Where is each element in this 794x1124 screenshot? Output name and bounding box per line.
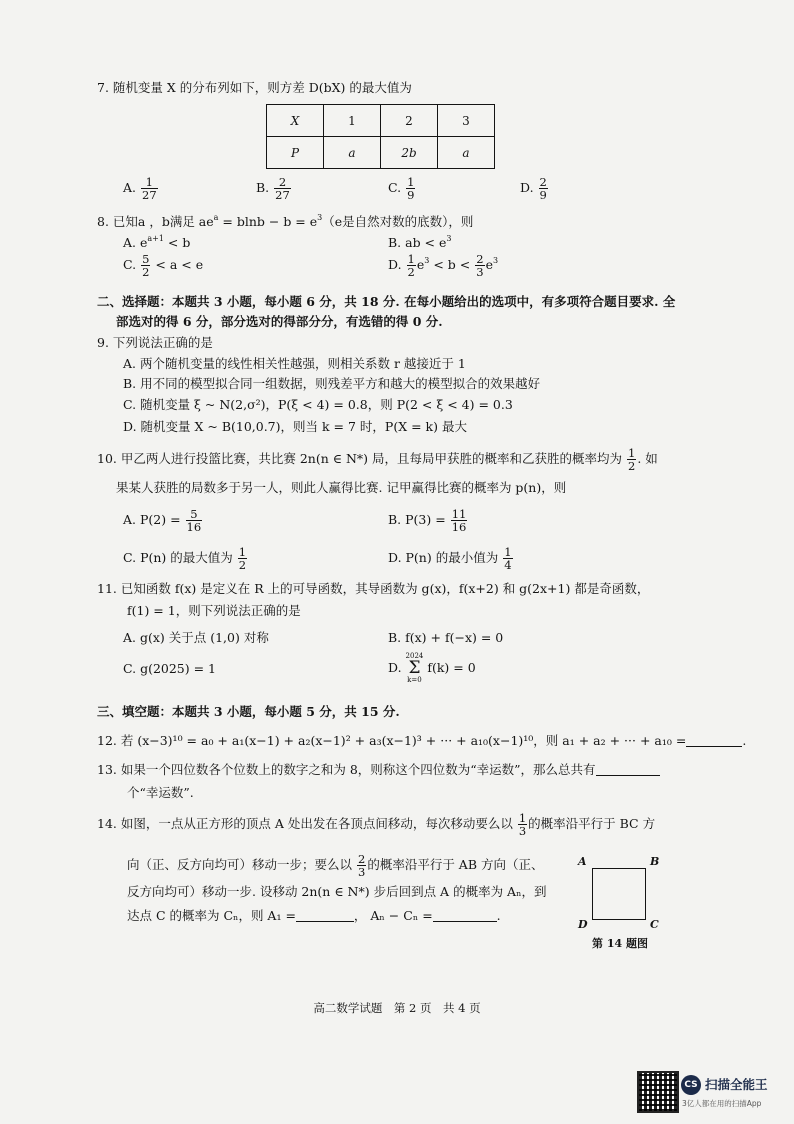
table-cell: P bbox=[267, 137, 324, 169]
q7-stem: 7. 随机变量 X 的分布列如下，则方差 D(bX) 的最大值为 bbox=[97, 80, 412, 95]
table-cell: 2b bbox=[381, 137, 438, 169]
fraction: $\frac{1}{4}$ bbox=[504, 545, 512, 572]
q9-option-a: A. 两个随机变量的线性相关性越强，则相关系数 r 越接近于 1 bbox=[123, 356, 466, 371]
q8-option-a: A. $e^{a+1} < b$ bbox=[123, 234, 191, 250]
q11-option-c: C. g(2025) = 1 bbox=[123, 661, 217, 676]
q8-stem: 8. 已知a ，b满足 $ae^a = blnb - b = e^3(e$是自然对数的底数），则 bbox=[97, 213, 474, 229]
q7-option-b bbox=[256, 176, 292, 201]
table-cell: a bbox=[324, 137, 381, 169]
q9-option-c: C. 随机变量 ξ ~ N(2,σ²)，P(ξ < 4) = 0.8，则 P(2 < ξ < 4) = 0.3 bbox=[123, 397, 513, 412]
q9-option-b: B. 用不同的模型拟合同一组数据，则残差平方和越大的模型拟合的效果越好 bbox=[123, 376, 541, 391]
fraction: $\frac{2}{27}$ bbox=[275, 175, 290, 202]
q11-option-b: B. f(x) + f(−x) = 0 bbox=[388, 630, 504, 645]
q13-text-cont: 个“幸运数”. bbox=[127, 785, 194, 800]
q9-stem: 9. 下列说法正确的是 bbox=[97, 335, 213, 350]
q10-option-d: D. P(n) 的最小值为 $\frac{1}{4}$ bbox=[388, 545, 512, 572]
table-cell: 3 bbox=[438, 105, 495, 137]
q10-option-c: C. P(n) 的最大值为 $\frac{1}{2}$ bbox=[123, 545, 247, 572]
option-label: C. bbox=[388, 180, 402, 195]
fraction: $\frac{1}{2}$ bbox=[407, 252, 415, 279]
vertex-label-b: B bbox=[650, 855, 660, 868]
q8-option-c: C. $\frac{5}{2}$ < a < e bbox=[123, 252, 204, 279]
camscanner-name: 扫描全能王 bbox=[705, 1077, 768, 1092]
q14-line2: 向（正、反方向均可）移动一步；要么以 $\frac{2}{3}$ 的概率沿平行于 AB 方向（正、 bbox=[127, 852, 544, 879]
q11-option-a: A. g(x) 关于点 (1,0) 对称 bbox=[123, 630, 269, 645]
fraction: $\frac{2}{3}$ bbox=[476, 252, 484, 279]
option-label: D. bbox=[520, 180, 534, 195]
answer-blank[interactable] bbox=[596, 763, 660, 776]
square-figure bbox=[592, 868, 646, 920]
vertex-label-c: C bbox=[650, 918, 659, 931]
fraction: $\frac{5}{2}$ bbox=[142, 252, 150, 279]
section2-heading-cont: 部选对的得 6 分，部分选对的得部分分，有选错的得 0 分. bbox=[116, 314, 443, 329]
q14-line4: 达点 C 的概率为 Cₙ，则 A₁ = ， Aₙ − Cₙ = . bbox=[127, 908, 501, 923]
fraction: $\frac{1}{2}$ bbox=[238, 545, 247, 572]
camscanner-logo: CS bbox=[681, 1075, 701, 1095]
fraction: $\frac{5}{16}$ bbox=[186, 507, 202, 534]
option-label: A. bbox=[123, 180, 137, 195]
page-footer: 高二数学试题 第 2 页 共 4 页 bbox=[313, 1001, 481, 1015]
q10-stem: 10. 甲乙两人进行投篮比赛，共比赛 2n(n ∈ N*) 局，且每局甲获胜的概率和乙获胜的概率均为 $\frac{1}{2}$ . 如 bbox=[97, 446, 658, 473]
vertex-label-d: D bbox=[578, 918, 588, 931]
section2-heading: 二、选择题：本题共 3 小题，每小题 6 分，共 18 分. 在每小题给出的选项中，有多项符合题目要求. 全 bbox=[97, 294, 676, 309]
option-label: B. bbox=[256, 180, 270, 195]
fraction: $\frac{2}{9}$ bbox=[539, 175, 547, 202]
section3-heading: 三、填空题：本题共 3 小题，每小题 5 分，共 15 分. bbox=[97, 704, 400, 719]
fraction: $\frac{11}{16}$ bbox=[451, 507, 467, 534]
fraction: $\frac{1}{9}$ bbox=[407, 175, 415, 202]
table-cell: a bbox=[438, 137, 495, 169]
vertex-label-a: A bbox=[578, 855, 587, 868]
qr-code-icon bbox=[637, 1071, 679, 1113]
summation: 2024 Σ k=0 bbox=[405, 652, 424, 684]
answer-blank[interactable] bbox=[296, 909, 354, 922]
answer-blank[interactable] bbox=[686, 734, 742, 747]
q11-stem-cont: f(1) = 1，则下列说法正确的是 bbox=[127, 603, 301, 618]
q7-option-a bbox=[123, 176, 159, 201]
table-row bbox=[267, 105, 495, 137]
q9-option-d: D. 随机变量 X ~ B(10,0.7)，则当 k = 7 时，P(X = k) 最大 bbox=[123, 419, 467, 434]
figure-caption: 第 14 题图 bbox=[592, 937, 648, 950]
q11-stem: 11. 已知函数 f(x) 是定义在 R 上的可导函数，其导函数为 g(x)，f(x+2) 和 g(2x+1) 都是奇函数， bbox=[97, 581, 650, 596]
fraction: $\frac{2}{3}$ bbox=[358, 852, 366, 879]
distribution-table bbox=[266, 104, 495, 169]
camscanner-tagline: 3亿人都在用的扫描App bbox=[682, 1099, 762, 1108]
q7-option-d bbox=[520, 176, 549, 201]
q14-line3: 反方向均可）移动一步. 设移动 2n(n ∈ N*) 步后回到点 A 的概率为 Aₙ，到 bbox=[127, 884, 547, 899]
fraction: $\frac{1}{3}$ bbox=[518, 811, 527, 838]
q10-option-b: B. P(3) = $\frac{11}{16}$ bbox=[388, 507, 467, 534]
answer-blank[interactable] bbox=[433, 909, 497, 922]
q8-option-d: D. $\frac{1}{2}$ $e^3 < b$ < $\frac{2}{3}$ $e^3$ bbox=[388, 252, 499, 279]
table-cell: 1 bbox=[324, 105, 381, 137]
q7-option-c bbox=[388, 176, 416, 201]
q10-option-a: A. P(2) = $\frac{5}{16}$ bbox=[123, 507, 202, 534]
q11-option-d: D. 2024 Σ k=0 f(k) = 0 bbox=[388, 652, 476, 684]
q10-stem-cont: 果某人获胜的局数多于另一人，则此人赢得比赛. 记甲赢得比赛的概率为 p(n)，则 bbox=[116, 480, 567, 495]
fraction: $\frac{1}{27}$ bbox=[142, 175, 157, 202]
q14-line1: 14. 如图，一点从正方形的顶点 A 处出发在各顶点间移动，每次移动要么以 $\frac{1}{3}$ 的概率沿平行于 BC 方 bbox=[97, 811, 656, 838]
q8-option-b: B. ab < $e^3$ bbox=[388, 234, 452, 250]
table-row bbox=[267, 137, 495, 169]
table-cell: 2 bbox=[381, 105, 438, 137]
q13-text: 13. 如果一个四位数各个位数上的数字之和为 8，则称这个四位数为“幸运数”，那么总共有 bbox=[97, 762, 660, 778]
fraction: $\frac{1}{2}$ bbox=[627, 446, 636, 473]
q12-text: 12. 若 (x−3)¹⁰ = a₀ + a₁(x−1) + a₂(x−1)² + a₃(x−1)³ + ··· + a₁₀(x−1)¹⁰，则 a₁ + a₂ + ··· + a₁₀ = . bbox=[97, 733, 747, 748]
table-cell: X bbox=[267, 105, 324, 137]
